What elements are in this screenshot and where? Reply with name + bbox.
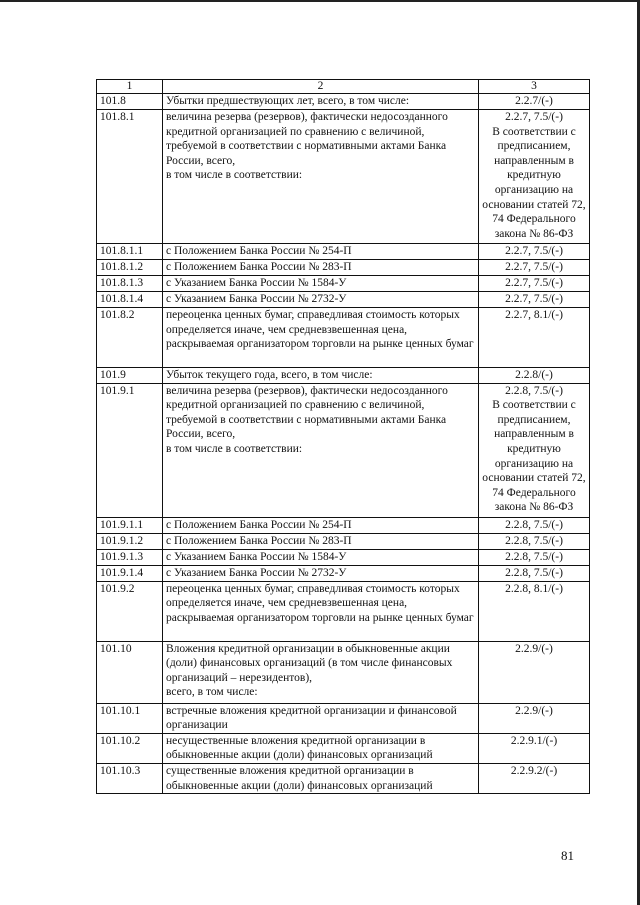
row-reference: 2.2.7/(-) — [479, 94, 590, 110]
row-reference: 2.2.8, 7.5/(-) — [479, 533, 590, 549]
row-code: 101.9 — [97, 368, 163, 384]
table-row — [97, 260, 590, 276]
row-code: 101.8.1.4 — [97, 292, 163, 308]
row-code: 101.8 — [97, 94, 163, 110]
row-reference: 2.2.7, 7.5/(-) — [479, 292, 590, 308]
table-row — [97, 533, 590, 549]
row-reference: 2.2.7, 7.5/(-) — [479, 260, 590, 276]
table-row — [97, 565, 590, 581]
row-reference: 2.2.9/(-) — [479, 703, 590, 733]
row-code: 101.8.1 — [97, 110, 163, 244]
header-col-2: 2 — [163, 80, 479, 94]
row-description: с Указанием Банка России № 2732-У — [163, 292, 479, 308]
row-reference: 2.2.8, 7.5/(-) — [479, 565, 590, 581]
table-row — [97, 581, 590, 641]
row-reference: 2.2.7, 7.5/(-) — [479, 244, 590, 260]
row-reference: 2.2.8, 7.5/(-) — [479, 517, 590, 533]
row-code: 101.9.1.1 — [97, 517, 163, 533]
page-number: 81 — [561, 848, 574, 863]
row-reference: 2.2.8, 7.5/(-) В соответствии с предписанием, направленным в кредитную организацию на основании статей 72, 74 Федерального закона № 86-ФЗ — [479, 383, 590, 517]
table-row — [97, 763, 590, 793]
table-row — [97, 110, 590, 244]
row-code: 101.10.1 — [97, 703, 163, 733]
row-reference: 2.2.8/(-) — [479, 368, 590, 384]
row-description: существенные вложения кредитной организации в обыкновенные акции (доли) финансовых организаций — [163, 763, 479, 793]
table-row — [97, 383, 590, 517]
table-row — [97, 517, 590, 533]
row-description: с Положением Банка России № 283-П — [163, 533, 479, 549]
row-code: 101.8.1.3 — [97, 276, 163, 292]
row-description: несущественные вложения кредитной организации в обыкновенные акции (доли) финансовых организаций — [163, 733, 479, 763]
row-description: величина резерва (резервов), фактически недосозданного кредитной организацией по сравнению с величиной, требуемой в соответствии с нормативными актами Банка России, всего, в том числе в соответствии: — [163, 110, 479, 244]
table-header-row — [97, 80, 590, 94]
row-description: Вложения кредитной организации в обыкновенные акции (доли) финансовых организаций (в том числе финансовых организаций – нерезидентов), всего, в том числе: — [163, 641, 479, 703]
document-table — [96, 79, 590, 794]
table-row — [97, 244, 590, 260]
row-code: 101.10.2 — [97, 733, 163, 763]
row-description: с Положением Банка России № 254-П — [163, 517, 479, 533]
table-row — [97, 368, 590, 384]
row-code: 101.9.2 — [97, 581, 163, 641]
table-row — [97, 641, 590, 703]
table-row — [97, 703, 590, 733]
row-code: 101.10.3 — [97, 763, 163, 793]
row-code: 101.9.1.2 — [97, 533, 163, 549]
row-description: с Указанием Банка России № 1584-У — [163, 276, 479, 292]
row-reference: 2.2.8, 8.1/(-) — [479, 581, 590, 641]
row-description: переоценка ценных бумаг, справедливая стоимость которых определяется иначе, чем средневзвешенная цена, раскрываемая организатором торговли на рынке ценных бумаг — [163, 308, 479, 368]
row-reference: 2.2.9.1/(-) — [479, 733, 590, 763]
row-code: 101.8.2 — [97, 308, 163, 368]
row-code: 101.8.1.2 — [97, 260, 163, 276]
row-reference: 2.2.9.2/(-) — [479, 763, 590, 793]
row-description: с Положением Банка России № 283-П — [163, 260, 479, 276]
row-reference: 2.2.7, 8.1/(-) — [479, 308, 590, 368]
row-code: 101.9.1.4 — [97, 565, 163, 581]
row-code: 101.8.1.1 — [97, 244, 163, 260]
table-row — [97, 292, 590, 308]
header-col-1: 1 — [97, 80, 163, 94]
row-description: величина резерва (резервов), фактически недосозданного кредитной организацией по сравнению с величиной, требуемой в соответствии с нормативными актами Банка России, всего, в том числе в соответствии: — [163, 383, 479, 517]
table-row — [97, 308, 590, 368]
row-description: Убытки предшествующих лет, всего, в том числе: — [163, 94, 479, 110]
row-description: переоценка ценных бумаг, справедливая стоимость которых определяется иначе, чем средневзвешенная цена, раскрываемая организатором торговли на рынке ценных бумаг — [163, 581, 479, 641]
row-reference: 2.2.8, 7.5/(-) — [479, 549, 590, 565]
row-description: встречные вложения кредитной организации и финансовой организации — [163, 703, 479, 733]
header-col-3: 3 — [479, 80, 590, 94]
row-description: с Указанием Банка России № 2732-У — [163, 565, 479, 581]
row-reference: 2.2.7, 7.5/(-) В соответствии с предписанием, направленным в кредитную организацию на основании статей 72, 74 Федерального закона № 86-ФЗ — [479, 110, 590, 244]
row-reference: 2.2.9/(-) — [479, 641, 590, 703]
table-row — [97, 549, 590, 565]
row-description: Убыток текущего года, всего, в том числе: — [163, 368, 479, 384]
row-code: 101.9.1 — [97, 383, 163, 517]
table-row — [97, 94, 590, 110]
table-row — [97, 276, 590, 292]
row-code: 101.10 — [97, 641, 163, 703]
row-reference: 2.2.7, 7.5/(-) — [479, 276, 590, 292]
table-row — [97, 733, 590, 763]
row-code: 101.9.1.3 — [97, 549, 163, 565]
row-description: с Указанием Банка России № 1584-У — [163, 549, 479, 565]
row-description: с Положением Банка России № 254-П — [163, 244, 479, 260]
